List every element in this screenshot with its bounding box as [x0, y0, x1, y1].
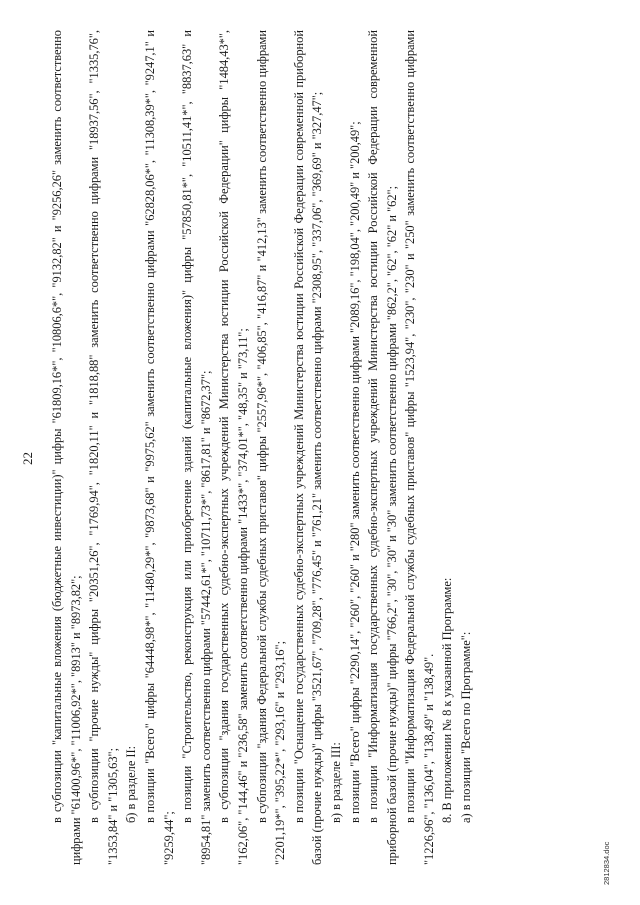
paragraph: а) в позиции "Всего по Программе": — [459, 631, 474, 823]
paragraph: в субпозиции "капитальные вложения (бюджетные инвестиции)" цифры "61809,16*", "10806,6*", "9132,82" и "9256,26" заменить соответственно цифрами "61400,96*", "11006,92*", "8913" и "8973,82"; — [50, 30, 83, 865]
paragraph: в позиции "Строительство, реконструкция или приобретение зданий (капитальные вложения)" цифры "57850,81*", "10511,41*", "8837,63" и "8954,81" заменить соответственно цифрами "57442,61*", "10711,73*", "8617,81" и "8672,37"; — [180, 30, 213, 865]
paragraph: в позиции "Оснащение государственных судебно-экспертных учреждений Министерства юстиции Российской Федерации современной приборной базой (прочие нужды)" цифры "3521,67", "709,28", "776,45" и "761,21" заменить соответственно цифрами "2308,95", "337,06", "369,69" и "327,47"; — [291, 30, 325, 865]
document-body — [48, 30, 476, 865]
paragraph: в позиции "Информатизация государственных судебно-экспертных учреждений Министерства юстиции Российской Федерации современной приборной базой (прочие нужды)" цифры "766,2", "30", "30" и "30" заменить соответственно цифрами "862,2", "62", "62" и "62"; — [366, 30, 399, 865]
file-name-footer: 2812834.doc — [602, 841, 611, 885]
paragraph: в позиции "Всего" цифры "64448,98*", "11480,29*", "9873,68" и "9975,62" заменить соответственно цифрами "62828,06*", "11308,39*", "9247,1" и "9259,44"; — [142, 30, 176, 865]
paragraph: в субпозиции "здания государственных судебно-экспертных учреждений Министерства юстиции Российской Федерации" цифры "1484,43*", "162,06", "144,46" и "236,58" заменить соответственно цифрами "1433*", "374,01*", "48,35" и "73,11"; — [217, 30, 250, 865]
paragraph: 8. В приложении № 8 к указанной Программе: — [440, 577, 455, 823]
paragraph: в позиции "Всего" цифры "2290,14", "260", "260" и "280" заменить соответственно цифрами "2089,16", "198,04", "200,49" и "200,49"; — [347, 121, 362, 823]
paragraph: в субпозиции "здания Федеральной службы судебных приставов" цифры "2557,96*", "406,85", "416,87" и "412,13" заменить соответственно цифрами "2201,19*", "395,22*", "293,16" и "293,16"; — [254, 30, 288, 865]
paragraph: в субпозиции "прочие нужды" цифры "20351,26", "1769,94", "1820,11" и "1818,88" заменить соответственно цифрами "18937,56", "1335,76", "1353,84" и "1305,63"; — [87, 30, 120, 865]
section-heading: б) в разделе II: — [124, 745, 139, 823]
paragraph: в позиции "Информатизация Федеральной службы судебных приставов" цифры "1523,94", "230", "230" и "250" заменить соответственно цифрами "1226,96", "136,04", "138,49" и "138,49". — [403, 30, 436, 865]
section-heading: в) в разделе III: — [328, 742, 343, 823]
page-number: 22 — [20, 452, 35, 465]
